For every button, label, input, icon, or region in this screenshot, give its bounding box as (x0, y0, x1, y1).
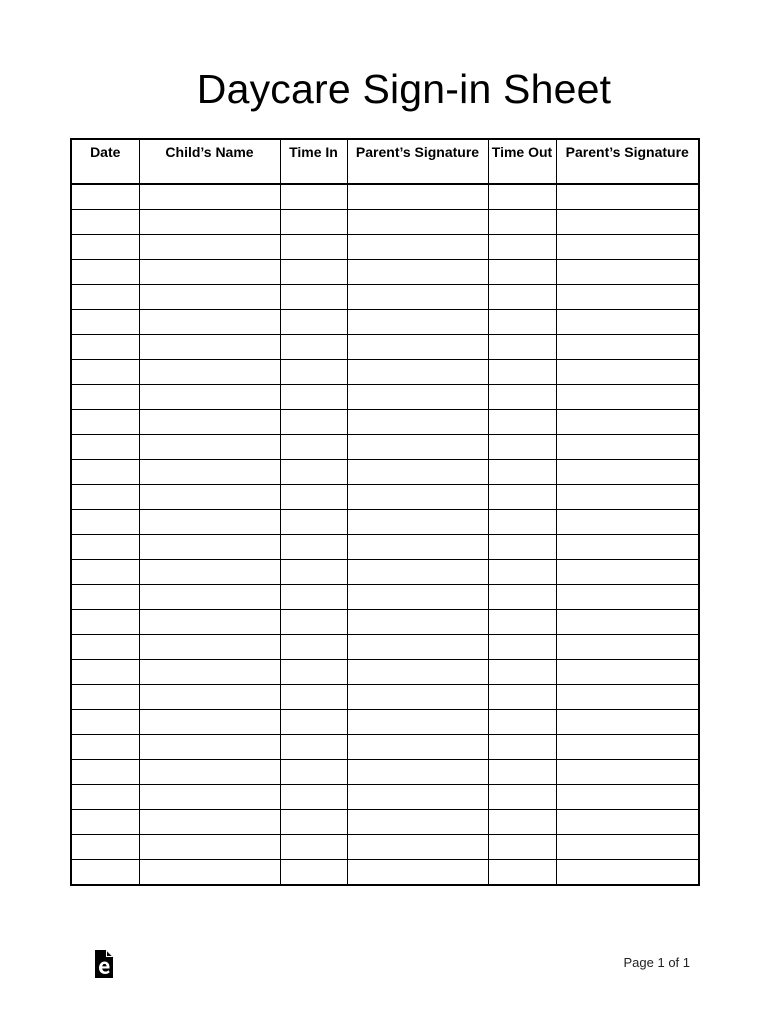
time-out-cell[interactable] (488, 260, 556, 285)
time-out-cell[interactable] (488, 585, 556, 610)
childs-name-cell[interactable] (139, 385, 280, 410)
parents-signature-in-cell[interactable] (347, 860, 488, 886)
time-in-cell[interactable] (280, 735, 347, 760)
parents-signature-in-cell[interactable] (347, 735, 488, 760)
time-out-cell[interactable] (488, 610, 556, 635)
time-in-cell[interactable] (280, 585, 347, 610)
column-header-childs-name: Child’s Name (139, 139, 280, 184)
time-out-cell[interactable] (488, 660, 556, 685)
parents-signature-out-cell[interactable] (556, 860, 699, 886)
table-row (71, 685, 699, 710)
column-header-parents-signature-in: Parent’s Signature (347, 139, 488, 184)
parents-signature-out-cell[interactable] (556, 760, 699, 785)
parents-signature-in-cell[interactable] (347, 560, 488, 585)
date-cell[interactable] (71, 760, 139, 785)
parents-signature-out-cell[interactable] (556, 260, 699, 285)
childs-name-cell[interactable] (139, 610, 280, 635)
time-in-cell[interactable] (280, 335, 347, 360)
table-header-row (71, 139, 699, 184)
time-in-cell[interactable] (280, 310, 347, 335)
time-out-cell[interactable] (488, 460, 556, 485)
parents-signature-out-cell[interactable] (556, 785, 699, 810)
time-out-cell[interactable] (488, 760, 556, 785)
sign-in-table (70, 138, 700, 886)
parents-signature-out-cell[interactable] (556, 285, 699, 310)
parents-signature-out-cell[interactable] (556, 360, 699, 385)
time-in-cell[interactable] (280, 660, 347, 685)
table-row (71, 860, 699, 886)
parents-signature-out-cell[interactable] (556, 635, 699, 660)
time-out-cell[interactable] (488, 535, 556, 560)
parents-signature-out-cell[interactable] (556, 660, 699, 685)
date-cell[interactable] (71, 260, 139, 285)
date-cell[interactable] (71, 660, 139, 685)
table-row (71, 585, 699, 610)
date-cell[interactable] (71, 235, 139, 260)
childs-name-cell[interactable] (139, 485, 280, 510)
parents-signature-in-cell[interactable] (347, 785, 488, 810)
table-row (71, 535, 699, 560)
time-out-cell[interactable] (488, 710, 556, 735)
table-row (71, 210, 699, 235)
parents-signature-in-cell[interactable] (347, 710, 488, 735)
time-out-cell[interactable] (488, 410, 556, 435)
childs-name-cell[interactable] (139, 785, 280, 810)
childs-name-cell[interactable] (139, 310, 280, 335)
time-out-cell[interactable] (488, 735, 556, 760)
table-row (71, 810, 699, 835)
time-out-cell[interactable] (488, 510, 556, 535)
childs-name-cell[interactable] (139, 235, 280, 260)
childs-name-cell[interactable] (139, 760, 280, 785)
time-in-cell[interactable] (280, 760, 347, 785)
table-row (71, 184, 699, 210)
time-out-cell[interactable] (488, 785, 556, 810)
time-out-cell[interactable] (488, 385, 556, 410)
date-cell[interactable] (71, 335, 139, 360)
table-row (71, 660, 699, 685)
time-out-cell[interactable] (488, 560, 556, 585)
childs-name-cell[interactable] (139, 435, 280, 460)
date-cell[interactable] (71, 810, 139, 835)
date-cell[interactable] (71, 635, 139, 660)
time-in-cell[interactable] (280, 385, 347, 410)
date-cell[interactable] (71, 735, 139, 760)
parents-signature-in-cell[interactable] (347, 435, 488, 460)
time-out-cell[interactable] (488, 860, 556, 886)
date-cell[interactable] (71, 585, 139, 610)
parents-signature-out-cell[interactable] (556, 535, 699, 560)
table-row (71, 635, 699, 660)
column-header-time-out: Time Out (488, 139, 556, 184)
parents-signature-in-cell[interactable] (347, 660, 488, 685)
childs-name-cell[interactable] (139, 210, 280, 235)
time-in-cell[interactable] (280, 460, 347, 485)
date-cell[interactable] (71, 560, 139, 585)
childs-name-cell[interactable] (139, 510, 280, 535)
childs-name-cell[interactable] (139, 685, 280, 710)
table-row (71, 310, 699, 335)
time-out-cell[interactable] (488, 685, 556, 710)
date-cell[interactable] (71, 785, 139, 810)
table-row (71, 385, 699, 410)
parents-signature-in-cell[interactable] (347, 310, 488, 335)
time-out-cell[interactable] (488, 335, 556, 360)
parents-signature-in-cell[interactable] (347, 235, 488, 260)
table-row (71, 560, 699, 585)
time-in-cell[interactable] (280, 184, 347, 210)
column-header-parents-signature-out: Parent’s Signature (556, 139, 699, 184)
time-out-cell[interactable] (488, 635, 556, 660)
parents-signature-out-cell[interactable] (556, 685, 699, 710)
parents-signature-in-cell[interactable] (347, 510, 488, 535)
parents-signature-in-cell[interactable] (347, 460, 488, 485)
time-out-cell[interactable] (488, 485, 556, 510)
date-cell[interactable] (71, 435, 139, 460)
time-in-cell[interactable] (280, 685, 347, 710)
table-row (71, 785, 699, 810)
parents-signature-in-cell[interactable] (347, 385, 488, 410)
table-row (71, 235, 699, 260)
parents-signature-out-cell[interactable] (556, 410, 699, 435)
parents-signature-in-cell[interactable] (347, 810, 488, 835)
time-in-cell[interactable] (280, 610, 347, 635)
time-out-cell[interactable] (488, 435, 556, 460)
parents-signature-in-cell[interactable] (347, 585, 488, 610)
table-row (71, 835, 699, 860)
parents-signature-out-cell[interactable] (556, 435, 699, 460)
time-in-cell[interactable] (280, 360, 347, 385)
date-cell[interactable] (71, 610, 139, 635)
time-in-cell[interactable] (280, 560, 347, 585)
table-row (71, 435, 699, 460)
childs-name-cell[interactable] (139, 660, 280, 685)
table-row (71, 610, 699, 635)
time-in-cell[interactable] (280, 835, 347, 860)
parents-signature-in-cell[interactable] (347, 760, 488, 785)
date-cell[interactable] (71, 835, 139, 860)
date-cell[interactable] (71, 385, 139, 410)
document-e-logo-icon (94, 950, 114, 978)
parents-signature-out-cell[interactable] (556, 560, 699, 585)
column-header-time-in: Time In (280, 139, 347, 184)
date-cell[interactable] (71, 460, 139, 485)
parents-signature-in-cell[interactable] (347, 610, 488, 635)
time-out-cell[interactable] (488, 184, 556, 210)
childs-name-cell[interactable] (139, 184, 280, 210)
parents-signature-out-cell[interactable] (556, 385, 699, 410)
time-in-cell[interactable] (280, 635, 347, 660)
time-in-cell[interactable] (280, 535, 347, 560)
date-cell[interactable] (71, 860, 139, 886)
childs-name-cell[interactable] (139, 585, 280, 610)
table-row (71, 260, 699, 285)
date-cell[interactable] (71, 184, 139, 210)
time-in-cell[interactable] (280, 860, 347, 886)
parents-signature-in-cell[interactable] (347, 184, 488, 210)
childs-name-cell[interactable] (139, 860, 280, 886)
parents-signature-in-cell[interactable] (347, 535, 488, 560)
date-cell[interactable] (71, 710, 139, 735)
parents-signature-in-cell[interactable] (347, 260, 488, 285)
time-in-cell[interactable] (280, 785, 347, 810)
parents-signature-out-cell[interactable] (556, 835, 699, 860)
parents-signature-in-cell[interactable] (347, 685, 488, 710)
time-in-cell[interactable] (280, 710, 347, 735)
childs-name-cell[interactable] (139, 335, 280, 360)
parents-signature-in-cell[interactable] (347, 635, 488, 660)
childs-name-cell[interactable] (139, 285, 280, 310)
parents-signature-out-cell[interactable] (556, 485, 699, 510)
parents-signature-out-cell[interactable] (556, 610, 699, 635)
childs-name-cell[interactable] (139, 710, 280, 735)
time-in-cell[interactable] (280, 260, 347, 285)
childs-name-cell[interactable] (139, 410, 280, 435)
parents-signature-in-cell[interactable] (347, 335, 488, 360)
time-out-cell[interactable] (488, 285, 556, 310)
table-row (71, 460, 699, 485)
parents-signature-out-cell[interactable] (556, 585, 699, 610)
parents-signature-out-cell[interactable] (556, 710, 699, 735)
childs-name-cell[interactable] (139, 260, 280, 285)
time-in-cell[interactable] (280, 810, 347, 835)
parents-signature-out-cell[interactable] (556, 184, 699, 210)
table-row (71, 710, 699, 735)
date-cell[interactable] (71, 510, 139, 535)
childs-name-cell[interactable] (139, 360, 280, 385)
childs-name-cell[interactable] (139, 460, 280, 485)
childs-name-cell[interactable] (139, 735, 280, 760)
time-out-cell[interactable] (488, 835, 556, 860)
time-out-cell[interactable] (488, 360, 556, 385)
date-cell[interactable] (71, 410, 139, 435)
table-body (71, 184, 699, 885)
time-out-cell[interactable] (488, 210, 556, 235)
parents-signature-in-cell[interactable] (347, 210, 488, 235)
parents-signature-in-cell[interactable] (347, 485, 488, 510)
table-row (71, 485, 699, 510)
childs-name-cell[interactable] (139, 635, 280, 660)
time-in-cell[interactable] (280, 410, 347, 435)
parents-signature-out-cell[interactable] (556, 810, 699, 835)
date-cell[interactable] (71, 210, 139, 235)
childs-name-cell[interactable] (139, 835, 280, 860)
parents-signature-in-cell[interactable] (347, 285, 488, 310)
parents-signature-out-cell[interactable] (556, 335, 699, 360)
time-in-cell[interactable] (280, 485, 347, 510)
date-cell[interactable] (71, 310, 139, 335)
table-row (71, 335, 699, 360)
table-row (71, 360, 699, 385)
date-cell[interactable] (71, 360, 139, 385)
parents-signature-out-cell[interactable] (556, 310, 699, 335)
childs-name-cell[interactable] (139, 535, 280, 560)
document-title: Daycare Sign-in Sheet (196, 66, 612, 112)
page-number: Page 1 of 1 (623, 955, 690, 970)
parents-signature-out-cell[interactable] (556, 235, 699, 260)
parents-signature-out-cell[interactable] (556, 210, 699, 235)
table-row (71, 760, 699, 785)
time-out-cell[interactable] (488, 310, 556, 335)
time-in-cell[interactable] (280, 210, 347, 235)
table-row (71, 735, 699, 760)
time-in-cell[interactable] (280, 285, 347, 310)
table-row (71, 510, 699, 535)
time-out-cell[interactable] (488, 235, 556, 260)
date-cell[interactable] (71, 485, 139, 510)
parents-signature-in-cell[interactable] (347, 360, 488, 385)
parents-signature-out-cell[interactable] (556, 510, 699, 535)
childs-name-cell[interactable] (139, 810, 280, 835)
time-in-cell[interactable] (280, 235, 347, 260)
parents-signature-out-cell[interactable] (556, 735, 699, 760)
table-row (71, 285, 699, 310)
time-out-cell[interactable] (488, 810, 556, 835)
date-cell[interactable] (71, 685, 139, 710)
time-in-cell[interactable] (280, 510, 347, 535)
time-in-cell[interactable] (280, 435, 347, 460)
parents-signature-in-cell[interactable] (347, 410, 488, 435)
parents-signature-out-cell[interactable] (556, 460, 699, 485)
column-header-date: Date (71, 139, 139, 184)
date-cell[interactable] (71, 535, 139, 560)
childs-name-cell[interactable] (139, 560, 280, 585)
date-cell[interactable] (71, 285, 139, 310)
table-row (71, 410, 699, 435)
parents-signature-in-cell[interactable] (347, 835, 488, 860)
